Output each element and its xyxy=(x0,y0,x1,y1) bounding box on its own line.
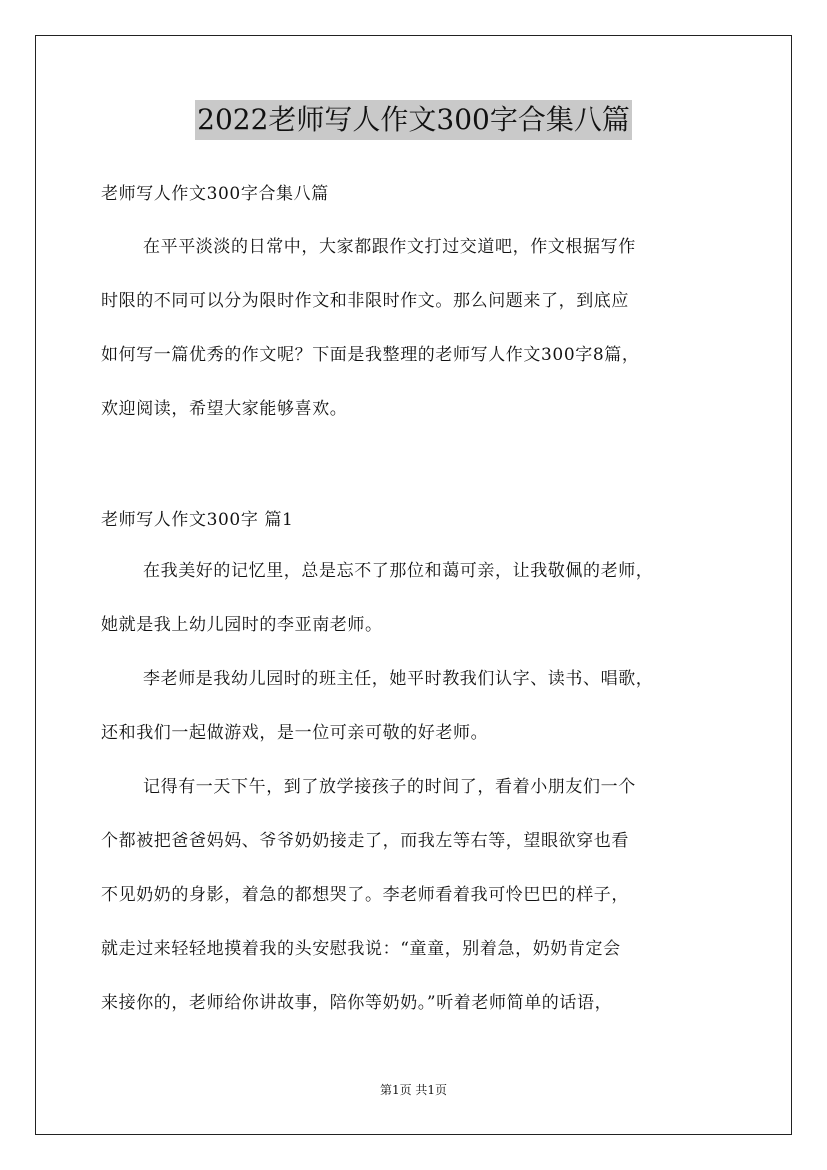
body-line: 个都被把爸爸妈妈、爷爷奶奶接走了，而我左等右等，望眼欲穿也看 xyxy=(101,831,629,851)
body-line: 她就是我上幼儿园时的李亚南老师。 xyxy=(101,615,383,635)
page-footer: 第1页 共1页 xyxy=(379,1083,448,1097)
section-heading: 老师写人作文300字 篇1 xyxy=(101,510,294,530)
document-title: 2022老师写人作文300字合集八篇 xyxy=(195,100,632,140)
body-line: 还和我们一起做游戏，是一位可亲可敬的好老师。 xyxy=(101,723,489,743)
body-line: 记得有一天下午，到了放学接孩子的时间了，看着小朋友们一个 xyxy=(143,777,636,797)
title-wrap xyxy=(0,100,827,140)
body-line: 来接你的，老师给你讲故事，陪你等奶奶。”听着老师简单的话语， xyxy=(101,993,613,1013)
intro-line: 欢迎阅读，希望大家能够喜欢。 xyxy=(101,399,348,419)
intro-line: 在平平淡淡的日常中，大家都跟作文打过交道吧，作文根据写作 xyxy=(143,237,636,257)
intro-line: 时限的不同可以分为限时作文和非限时作文。那么问题来了，到底应 xyxy=(101,291,629,311)
intro-line: 如何写一篇优秀的作文呢？下面是我整理的老师写人作文300字8篇， xyxy=(101,345,640,365)
body-line: 在我美好的记忆里，总是忘不了那位和蔼可亲，让我敬佩的老师， xyxy=(143,561,654,581)
document-subtitle: 老师写人作文300字合集八篇 xyxy=(101,184,329,204)
body-line: 不见奶奶的身影，着急的都想哭了。李老师看着我可怜巴巴的样子， xyxy=(101,885,629,905)
body-line: 就走过来轻轻地摸着我的头安慰我说：“童童，别着急，奶奶肯定会 xyxy=(101,939,621,959)
body-line: 李老师是我幼儿园时的班主任，她平时教我们认字、读书、唱歌， xyxy=(143,669,654,689)
intro-paragraph xyxy=(101,230,741,446)
